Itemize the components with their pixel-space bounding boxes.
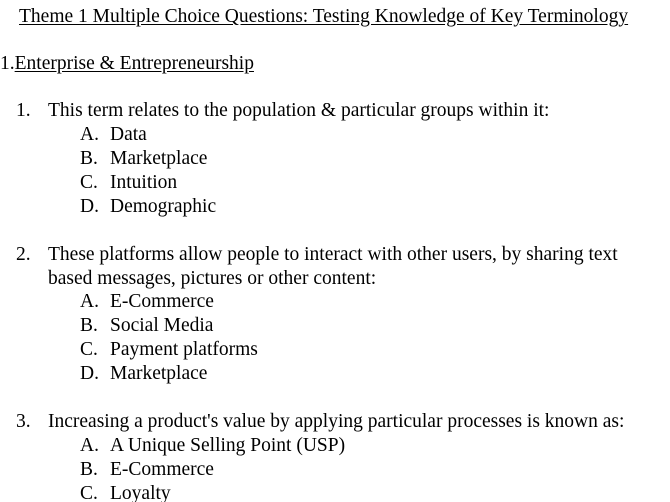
option-letter: C.: [80, 483, 98, 502]
option-text: Intuition: [110, 172, 178, 193]
option-b: [0, 314, 670, 338]
question-number: 1.: [16, 100, 31, 121]
question-text: This term relates to the population & particular groups within it:: [48, 100, 550, 121]
option-c: [0, 171, 670, 195]
option-text: Data: [110, 124, 147, 145]
option-letter: A.: [80, 291, 99, 312]
option-d: [0, 362, 670, 386]
option-text: A Unique Selling Point (USP): [110, 435, 346, 456]
option-b: [0, 147, 670, 171]
question-2-options: [0, 290, 670, 386]
option-letter: A.: [80, 124, 99, 145]
question-3-options: [0, 434, 670, 502]
section-heading: [0, 52, 254, 76]
option-text: Marketplace: [110, 148, 208, 169]
option-letter: D.: [80, 363, 99, 384]
question-1-options: [0, 123, 670, 219]
option-letter: A.: [80, 435, 99, 456]
option-text: E-Commerce: [110, 291, 214, 312]
question-number: 2.: [16, 244, 31, 265]
document-title: Theme 1 Multiple Choice Questions: Testing Knowledge of Key Terminology: [19, 6, 629, 27]
option-letter: B.: [80, 315, 98, 336]
option-text: E-Commerce: [110, 459, 214, 480]
option-letter: D.: [80, 196, 99, 217]
option-text: Loyalty: [110, 483, 171, 502]
question-text: These platforms allow people to interact with other users, by sharing text based messages, pictures or other content:: [48, 244, 618, 289]
option-letter: C.: [80, 339, 98, 360]
option-letter: B.: [80, 459, 98, 480]
option-text: Demographic: [110, 196, 217, 217]
option-text: Payment platforms: [110, 339, 258, 360]
option-text: Marketplace: [110, 363, 208, 384]
option-letter: C.: [80, 172, 98, 193]
option-a: [0, 290, 670, 314]
section-number: 1.: [0, 53, 15, 74]
option-a: [0, 123, 670, 147]
question-text: Increasing a product's value by applying particular processes is known as:: [48, 411, 625, 432]
option-d: [0, 195, 670, 219]
option-text: Social Media: [110, 315, 214, 336]
option-letter: B.: [80, 148, 98, 169]
option-a: [0, 434, 670, 458]
section-title: Enterprise & Entrepreneurship: [14, 53, 254, 74]
option-c: [0, 482, 670, 502]
option-c: [0, 338, 670, 362]
option-b: [0, 458, 670, 482]
question-number: 3.: [16, 411, 31, 432]
